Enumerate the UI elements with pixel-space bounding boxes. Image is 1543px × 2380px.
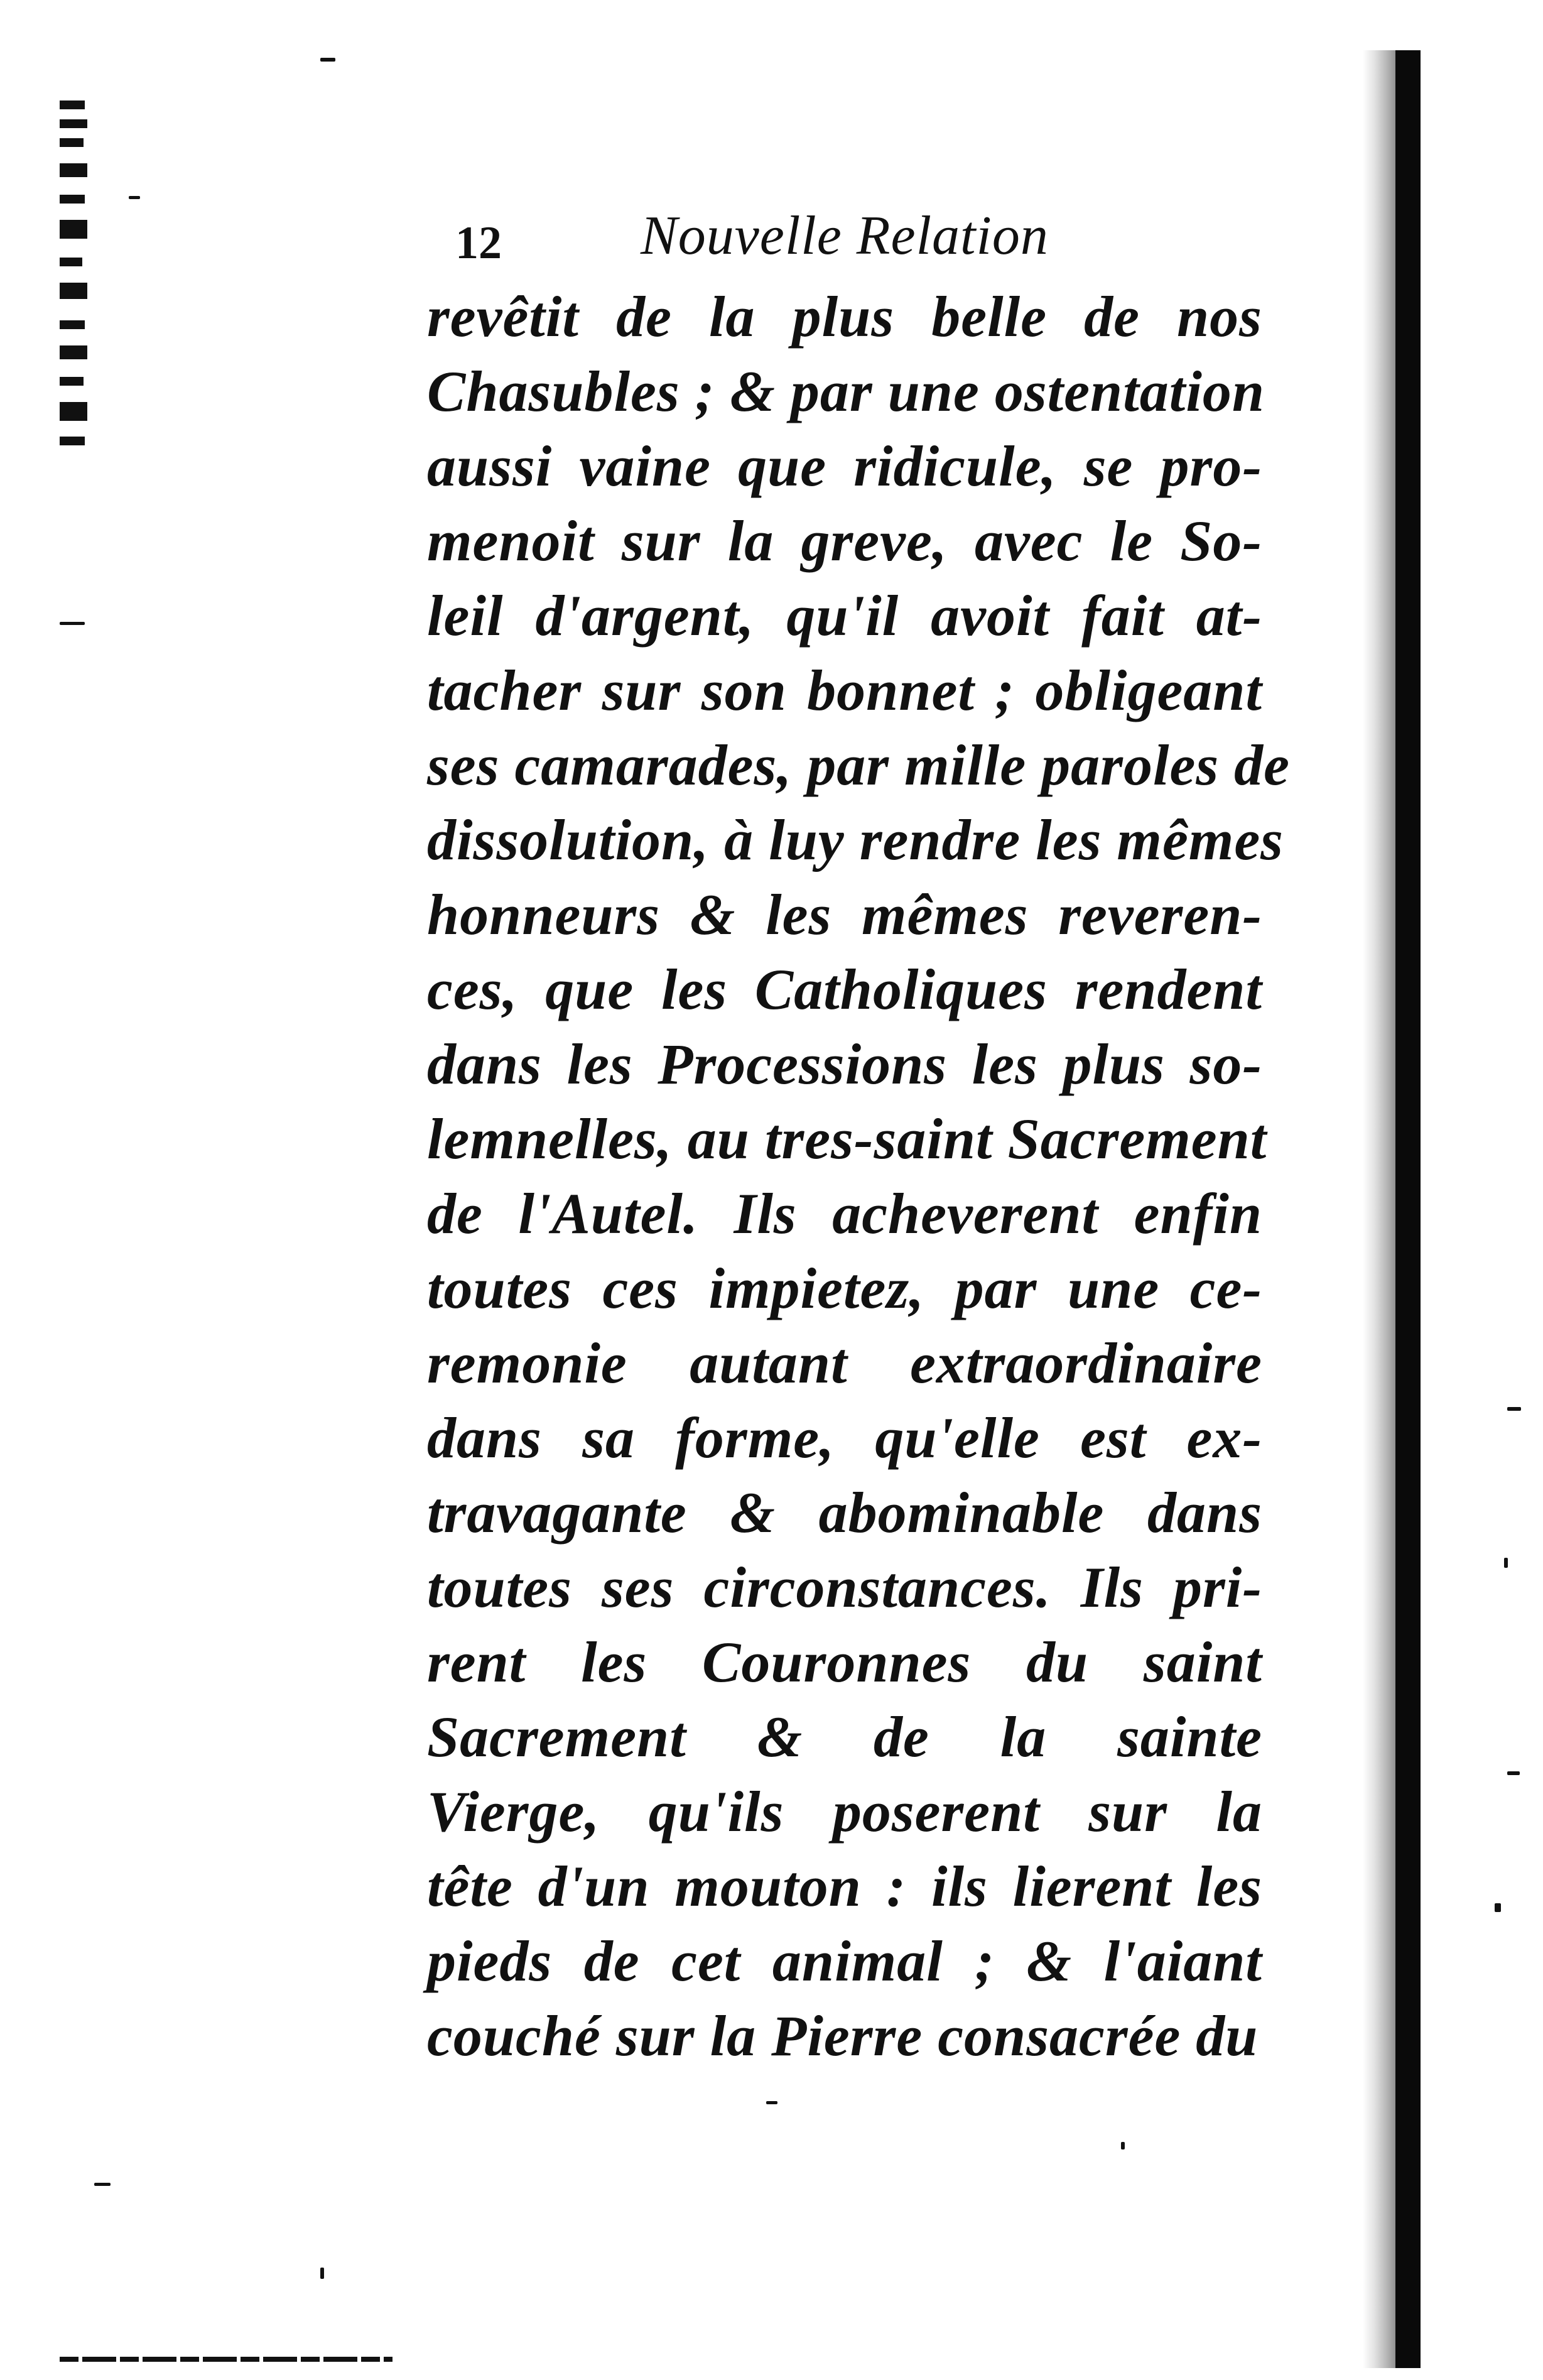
binding-shadow [1363, 50, 1397, 2368]
text-line: tête d'un mouton : ils lierent les [427, 1854, 1262, 1918]
text-line: Vierge, qu'ils poserent sur la [427, 1780, 1262, 1844]
text-line: couché sur la Pierre consacrée du [427, 2004, 1259, 2068]
stray-mark [1495, 1903, 1501, 1912]
stray-mark [766, 2101, 777, 2104]
page-text-block [427, 204, 1290, 2073]
margin-registration-marks [60, 94, 88, 452]
stray-mark [1507, 1771, 1520, 1775]
page-number: 12 [455, 217, 502, 269]
text-line: ces, que les Catholiques rendent [427, 957, 1262, 1021]
text-line: revêtit de la plus belle de nos [427, 285, 1262, 349]
text-line: dans sa forme, qu'elle est ex- [427, 1406, 1262, 1470]
stray-mark [94, 2183, 111, 2186]
page-header [427, 204, 1262, 280]
stray-mark [1121, 2142, 1125, 2149]
text-line: dissolution, à luy rendre les mêmes [427, 808, 1284, 872]
bottom-rule [60, 2357, 393, 2362]
text-line: ses camarades, par mille paroles de [427, 733, 1290, 797]
stray-mark [60, 622, 85, 625]
text-line: Chasubles ; & par une ostentation [427, 359, 1265, 423]
stray-mark [320, 58, 335, 62]
text-line: toutes ses circonstances. Ils pri- [427, 1555, 1262, 1619]
text-line: rent les Couronnes du saint [427, 1630, 1262, 1694]
text-line: tacher sur son bonnet ; obligeant [427, 658, 1262, 722]
text-line: remonie autant extraordinaire [427, 1331, 1262, 1395]
stray-mark [320, 2268, 324, 2279]
running-head: Nouvelle Relation [641, 205, 1049, 266]
text-line: lemnelles, au tres-saint Sacrement [427, 1107, 1267, 1171]
text-line: dans les Processions les plus so- [427, 1032, 1262, 1096]
text-line: toutes ces impietez, par une ce- [427, 1256, 1262, 1320]
text-line: Sacrement & de la sainte [427, 1705, 1262, 1769]
stray-mark [1507, 1407, 1521, 1411]
text-line: travagante & abominable dans [427, 1481, 1262, 1545]
text-line: honneurs & les mêmes reveren- [427, 883, 1262, 947]
binding-bar [1395, 50, 1421, 2368]
text-line: de l'Autel. Ils acheverent enfin [427, 1182, 1262, 1246]
text-line: leil d'argent, qu'il avoit fait at- [427, 584, 1262, 648]
text-line: aussi vaine que ridicule, se pro- [427, 434, 1262, 498]
stray-mark [129, 196, 140, 199]
stray-mark [1504, 1558, 1508, 1568]
text-line: menoit sur la greve, avec le So- [427, 509, 1262, 573]
text-line: pieds de cet animal ; & l'aiant [427, 1929, 1262, 1993]
